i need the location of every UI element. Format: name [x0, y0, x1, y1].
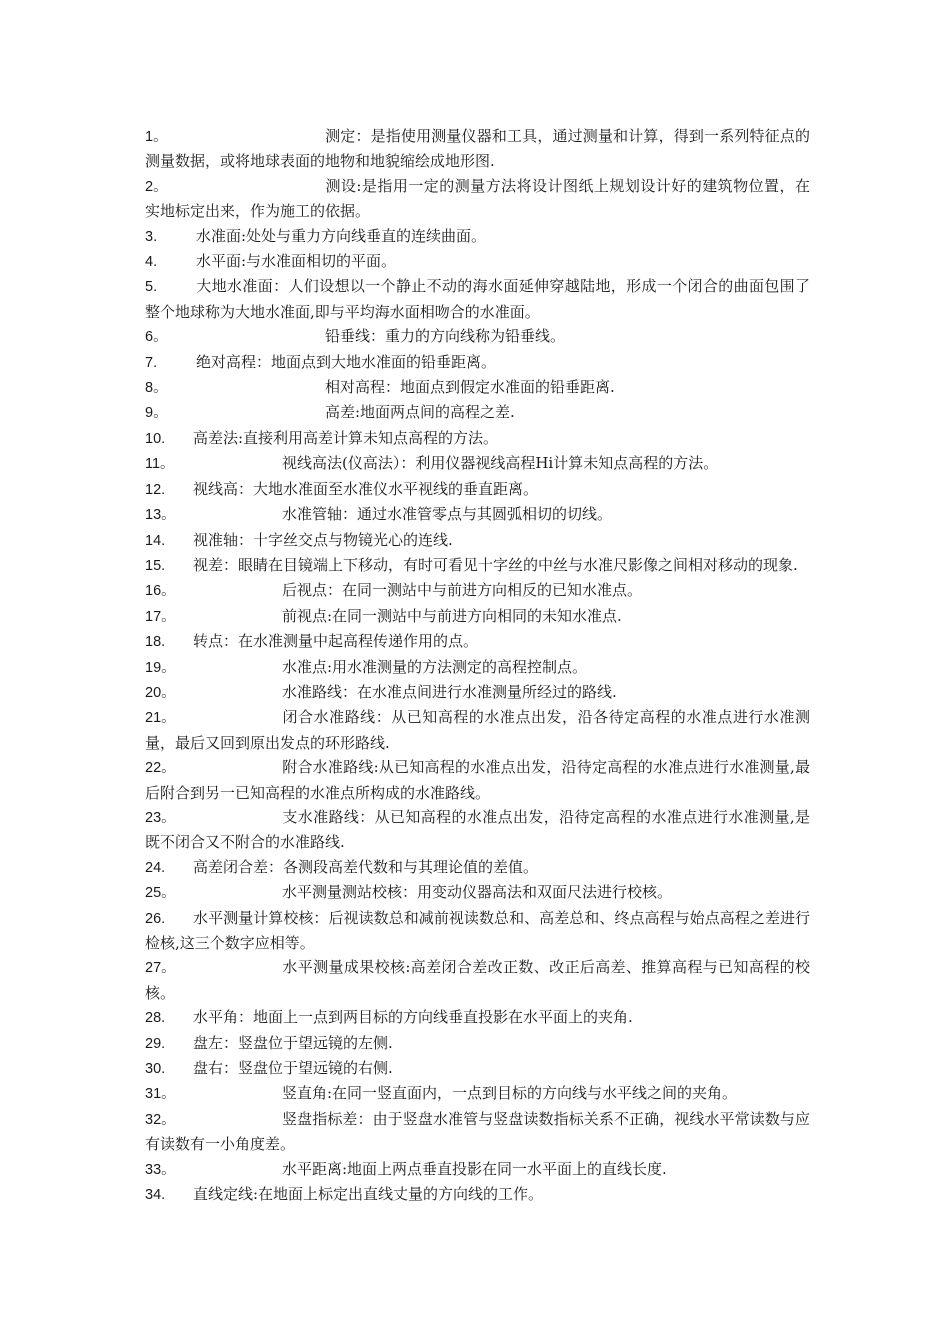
entry-text: 水平距离:地面上两点垂直投影在同一水平面上的直线长度. [282, 1159, 667, 1178]
entry-text: 视线高：大地水准面至水准仪水平视线的垂直距离。 [193, 479, 539, 498]
entry-text: 盘右：竖盘位于望远镜的右侧. [193, 1059, 393, 1078]
entry-text: 前视点:在同一测站中与前进方向相同的未知水准点. [282, 606, 622, 625]
entry-number: 23。 [145, 809, 176, 826]
definition-entry [145, 174, 810, 224]
entry-number: 34. [145, 1187, 166, 1204]
entry-number: 31。 [145, 1086, 176, 1103]
definition-entry [145, 1031, 810, 1056]
definition-entry [145, 1157, 810, 1182]
definition-entry [145, 906, 810, 956]
definition-entry [145, 528, 810, 553]
entry-number: 30. [145, 1061, 166, 1078]
definition-entry [145, 705, 810, 755]
definition-entry [145, 451, 810, 476]
definition-entry [145, 629, 810, 654]
definition-entry [145, 855, 810, 880]
entry-number: 24. [145, 859, 166, 876]
entry-text: 水准面:处处与重力方向线垂直的连续曲面。 [196, 226, 487, 245]
entry-text: 水准点:用水准测量的方法测定的高程控制点。 [282, 657, 588, 676]
entry-number: 26. [145, 910, 166, 927]
entry-text: 水平测量计算校核：后视读数总和减前视读数总和、高差总和、终点高程与始点高程之差进行检核,这三个数字应相等。 [145, 908, 810, 952]
entry-number: 2。 [145, 178, 168, 195]
definition-entry [145, 578, 810, 603]
definition-entry [145, 655, 810, 680]
entry-number: 17。 [145, 608, 176, 625]
entry-text: 测设:是指用一定的测量方法将设计图纸上规划设计好的建筑物位置，在实地标定出来，作为施工的依据。 [145, 176, 810, 221]
entry-number: 8。 [145, 380, 168, 397]
entry-number: 9。 [145, 405, 168, 422]
definition-entry [145, 477, 810, 502]
entry-number: 32。 [145, 1111, 176, 1128]
entry-text: 铅垂线：重力的方向线称为铅垂线。 [325, 327, 566, 346]
entry-number: 27。 [145, 960, 176, 977]
entry-text: 盘左：竖盘位于望远镜的左侧. [193, 1033, 393, 1052]
definition-entry [145, 274, 810, 324]
entry-text: 水准管轴：通过水准管零点与其圆弧相切的切线。 [282, 505, 613, 524]
definition-entry [145, 1056, 810, 1081]
entry-text: 支水准路线：从已知高程的水准点出发，沿待定高程的水准点进行水准测量,是既不闭合又不附合的水准路线. [145, 807, 810, 852]
entry-text: 高差法:直接利用高差计算未知点高程的方法。 [193, 428, 499, 447]
definition-entry [145, 604, 810, 629]
definition-entry [145, 955, 810, 1005]
entry-number: 16。 [145, 583, 176, 600]
definition-entry [145, 350, 810, 375]
entry-text: 竖直角:在同一竖直面内，一点到目标的方向线与水平线之间的夹角。 [282, 1084, 738, 1103]
entry-text: 水平角：地面上一点到两目标的方向线垂直投影在水平面上的夹角. [193, 1008, 633, 1027]
entry-number: 28. [145, 1010, 166, 1027]
entry-text: 水平测量成果校核:高差闭合差改正数、改正后高差、推算高程与已知高程的校核。 [145, 958, 810, 1002]
entry-text: 水平面:与水准面相切的平面。 [196, 252, 397, 271]
definition-entry [145, 502, 810, 527]
entry-number: 14. [145, 532, 166, 549]
entry-number: 1。 [145, 129, 168, 145]
entry-text: 绝对高程：地面点到大地水准面的铅垂距离。 [196, 352, 497, 371]
definition-entry [145, 1005, 810, 1030]
definition-entry [145, 1107, 810, 1157]
entry-number: 4. [145, 254, 158, 271]
entry-number: 10. [145, 430, 166, 447]
entry-number: 11。 [145, 456, 175, 473]
definition-entry [145, 400, 810, 425]
entry-text: 水准路线：在水准点间进行水准测量所经过的路线. [282, 682, 617, 701]
definition-entry [145, 224, 810, 249]
entry-number: 33。 [145, 1161, 176, 1178]
entry-text: 竖盘指标差：由于竖盘水准管与竖盘读数指标关系不正确，视线水平常读数与应有读数有一小角度差。 [145, 1109, 810, 1154]
definition-entry [145, 880, 810, 905]
entry-number: 7. [145, 354, 158, 371]
entry-text: 高差:地面两点间的高程之差. [325, 403, 515, 422]
entry-number: 13。 [145, 507, 176, 524]
entry-text: 转点：在水准测量中起高程传递作用的点。 [193, 632, 479, 651]
entry-number: 18. [145, 634, 166, 651]
definition-entry [145, 426, 810, 451]
entry-text: 高差闭合差：各测段高差代数和与其理论值的差值。 [193, 857, 539, 876]
entry-text: 直线定线:在地面上标定出直线丈量的方向线的工作。 [193, 1185, 544, 1204]
definition-entry [145, 249, 810, 274]
definition-entry [145, 375, 810, 400]
definition-entry [145, 680, 810, 705]
entry-text: 闭合水准路线：从已知高程的水准点出发，沿各待定高程的水准点进行水准测量，最后又回到原出发点的环形路线. [145, 708, 810, 752]
document-page [145, 124, 810, 1207]
entry-number: 5. [145, 279, 158, 296]
definition-entry [145, 324, 810, 349]
entry-number: 22。 [145, 760, 176, 777]
definition-entry [145, 124, 810, 174]
definition-entry [145, 553, 810, 578]
entry-number: 15. [145, 557, 166, 574]
entry-text: 相对高程：地面点到假定水准面的铅垂距离. [325, 378, 615, 397]
definition-entry [145, 755, 810, 805]
entry-text: 视线高法(仪高法）：利用仪器视线高程Hi计算未知点高程的方法。 [282, 454, 719, 473]
definition-list [145, 124, 810, 1207]
entry-number: 6。 [145, 329, 168, 346]
entry-text: 大地水准面：人们设想以一个静止不动的海水面延伸穿越陆地，形成一个闭合的曲面包围了整个地球称为大地水准面,即与平均海水面相吻合的水准面。 [145, 277, 810, 321]
entry-number: 29. [145, 1035, 166, 1052]
definition-entry [145, 805, 810, 855]
definition-entry [145, 1182, 810, 1207]
entry-text: 后视点：在同一测站中与前进方向相反的已知水准点。 [282, 581, 643, 600]
entry-number: 25。 [145, 885, 176, 902]
entry-number: 21。 [145, 710, 176, 727]
entry-text: 视差：眼睛在目镜端上下移动，有时可看见十字丝的中丝与水准尺影像之间相对移动的现象. [193, 555, 798, 574]
entry-number: 19。 [145, 659, 176, 676]
entry-text: 附合水准路线:从已知高程的水准点出发，沿待定高程的水准点进行水准测量,最后附合到另一已知高程的水准点所构成的水准路线。 [145, 758, 810, 802]
entry-number: 20。 [145, 684, 176, 701]
entry-number: 3. [145, 228, 158, 245]
definition-entry [145, 1081, 810, 1106]
entry-text: 水平测量测站校核：用变动仪器高法和双面尺法进行校核。 [282, 883, 673, 902]
entry-text: 视准轴：十字丝交点与物镜光心的连线. [193, 530, 453, 549]
entry-number: 12. [145, 481, 166, 498]
entry-text: 测定：是指使用测量仪器和工具，通过测量和计算，得到一系列特征点的测量数据，或将地球表面的地物和地貌缩绘成地形图. [145, 127, 810, 171]
